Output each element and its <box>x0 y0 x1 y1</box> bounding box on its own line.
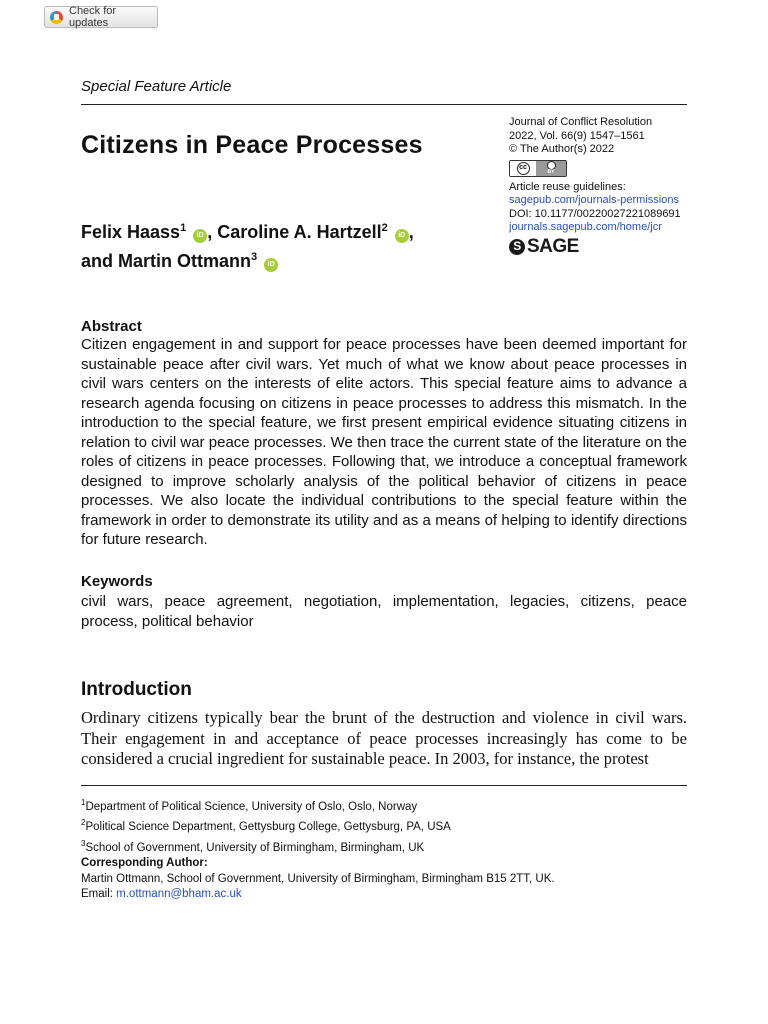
reuse-guidelines-label: Article reuse guidelines: <box>509 180 626 193</box>
corresponding-author-heading: Corresponding Author: <box>81 857 208 869</box>
corresponding-author-address: Martin Ottmann, School of Government, University of Birmingham, Birmingham B15 2TT, UK. <box>81 872 555 885</box>
corresponding-author <box>81 856 687 903</box>
affiliation-text: Political Science Department, Gettysburg College, Gettysburg, PA, USA <box>85 821 451 834</box>
article-type-label: Special Feature Article <box>81 78 232 95</box>
email-link[interactable]: m.ottmann@bham.ac.uk <box>116 888 242 900</box>
orcid-icon[interactable]: iD <box>193 229 207 243</box>
copyright-notice: © The Author(s) 2022 <box>509 143 615 155</box>
journal-name: Journal of Conflict Resolution <box>509 116 653 128</box>
footnote-divider <box>81 785 687 786</box>
keywords-text: civil wars, peace agreement, negotiation, implementation, legacies, citizens, peace process, political behavior <box>81 593 687 630</box>
cc-icon: cc <box>517 162 530 175</box>
author-separator: , <box>207 222 218 242</box>
sage-logo <box>509 235 699 257</box>
affiliation-item <box>81 836 687 856</box>
affiliation-item <box>81 795 687 815</box>
introduction-heading: Introduction <box>81 679 192 700</box>
header-divider <box>81 104 687 105</box>
author-name: Felix Haass <box>81 222 181 242</box>
author-separator: , <box>408 222 414 242</box>
author-affiliation-mark: 2 <box>381 222 388 234</box>
journal-home-link[interactable]: journals.sagepub.com/home/jcr <box>509 221 662 233</box>
author-name: and Martin Ottmann <box>81 251 251 271</box>
keywords-heading: Keywords <box>81 573 153 590</box>
sage-logo-icon: S <box>509 239 525 255</box>
article-title: Citizens in Peace Processes <box>81 131 423 159</box>
journal-meta <box>509 116 699 255</box>
cc-by-license-icon[interactable] <box>509 160 567 177</box>
affiliations <box>81 795 687 856</box>
author-list <box>81 216 501 274</box>
introduction-text: Ordinary citizens typically bear the brunt of the destruction and violence in civil wars. Their engagement in and acceptance of peace processes increasingly has come to be considered a crucial ingredient for sustainable peace. In 2003, for instance, the protest <box>81 708 687 768</box>
affiliation-item <box>81 815 687 835</box>
affiliation-text: Department of Political Science, University of Oslo, Oslo, Norway <box>85 800 418 813</box>
reuse-guidelines-link[interactable]: sagepub.com/journals-permissions <box>509 194 679 206</box>
affiliation-text: School of Government, University of Birmingham, Birmingham, UK <box>85 841 425 854</box>
affiliation-mark: 3 <box>81 838 86 848</box>
orcid-icon[interactable]: iD <box>264 258 278 272</box>
author-name: Caroline A. Hartzell <box>217 222 382 242</box>
author-affiliation-mark: 3 <box>251 251 258 263</box>
affiliation-mark: 2 <box>81 818 86 828</box>
check-for-updates-label: Check for updates <box>69 5 117 29</box>
abstract-heading: Abstract <box>81 318 142 335</box>
abstract-text: Citizen engagement in and support for peace processes have been deemed important for sustainable peace after civil wars. Yet much of what we know about peace processes in civil wars centers on the interests of elite actors. This special feature aims to advance a research agenda focusing on citizens in peace processes to address this mismatch. In the introduction to the special feature, we first present empirical evidence situating citizens in relation to civil war peace processes. We then trace the current state of the literature on the roles of citizens in peace processes. Following that, we introduce a conceptual framework designed to improve scholarly analysis of the political behavior of citizens in peace processes. We also locate the individual contributions to the special feature within the framework in order to demonstrate its utility and as a means of helping to identify directions for future research. <box>81 336 687 548</box>
affiliation-mark: 1 <box>81 798 86 807</box>
email-label: Email: <box>81 888 117 900</box>
corresponding-author-email-line <box>81 887 687 903</box>
crossmark-icon <box>50 11 63 24</box>
check-for-updates-button[interactable] <box>44 6 158 28</box>
by-label: BY <box>547 169 555 175</box>
publisher-name: SAGE <box>527 235 579 257</box>
journal-volume: 2022, Vol. 66(9) 1547–1561 <box>509 129 645 142</box>
orcid-icon[interactable]: iD <box>395 229 409 243</box>
author-affiliation-mark: 1 <box>180 222 187 234</box>
doi: DOI: 10.1177/00220027221089691 <box>509 207 681 220</box>
